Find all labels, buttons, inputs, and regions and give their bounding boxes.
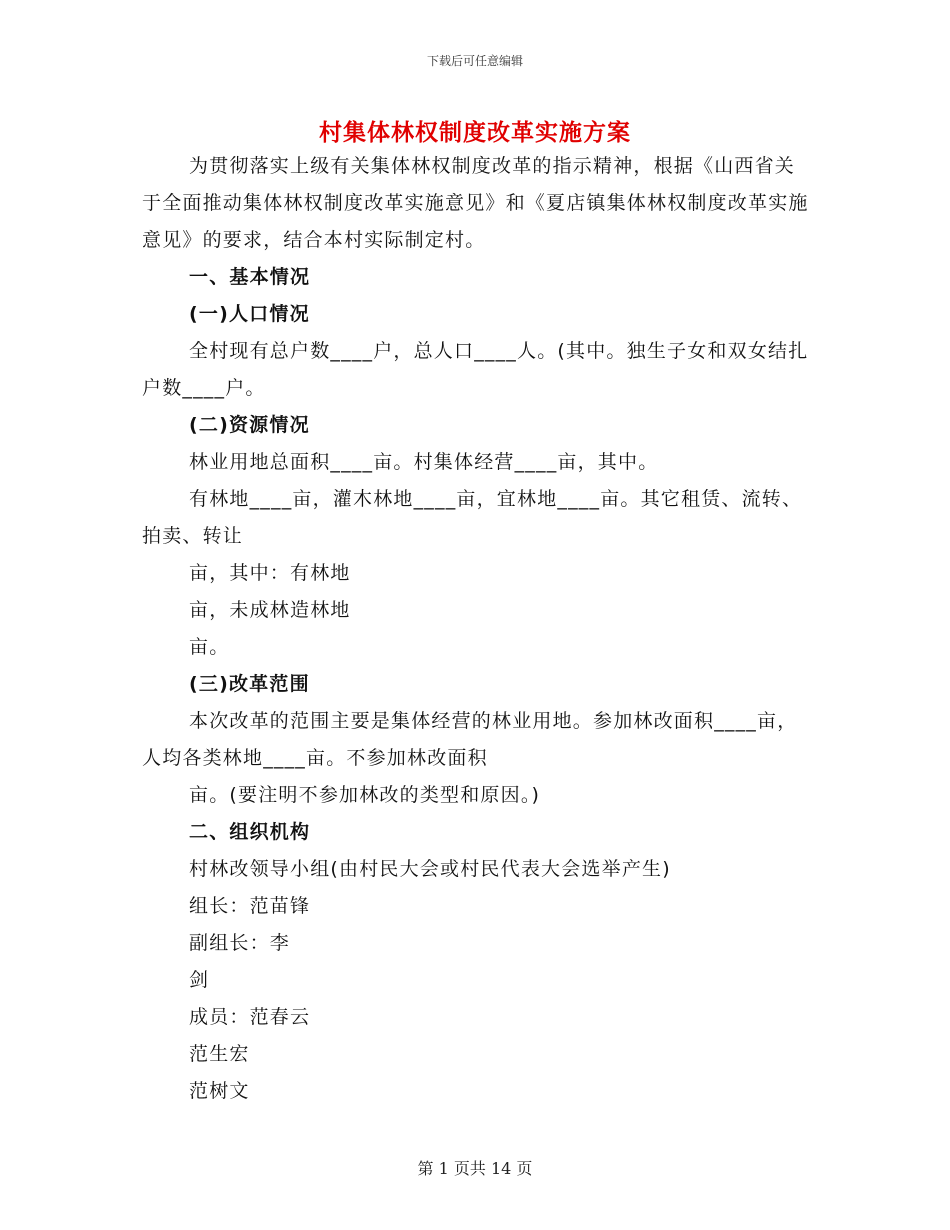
page-footer-number: 第 1 页共 14 页 [417, 1159, 533, 1178]
member-line-deputy: 副组长：李 [189, 932, 291, 954]
scope-paragraph-1: 本次改革的范围主要是集体经营的林业用地。参加林改面积____亩，人均各类林地____亩。不参加林改面积 [142, 710, 798, 769]
member-line-2: 范生宏 [189, 1043, 250, 1065]
organization-paragraph: 村林改领导小组(由村民大会或村民代表大会选举产生) [189, 858, 671, 880]
scope-paragraph-2: 亩。(要注明不参加林改的类型和原因。) [189, 784, 541, 806]
resources-paragraph-5: 亩。 [189, 636, 230, 658]
subsection-heading-scope: (三)改革范围 [189, 673, 310, 695]
resources-paragraph-1: 林业用地总面积____亩。村集体经营____亩，其中。 [189, 451, 659, 473]
resources-paragraph-3: 亩，其中：有林地 [189, 562, 351, 584]
document-title: 村集体林权制度改革实施方案 [319, 120, 631, 146]
page-header-note: 下载后可任意编辑 [426, 54, 523, 68]
subsection-heading-resources: (二)资源情况 [189, 414, 310, 436]
section-heading-basic-info: 一、基本情况 [189, 266, 311, 288]
member-line-3: 范树文 [189, 1080, 250, 1102]
population-paragraph: 全村现有总户数____户，总人口____人。(其中。独生子女和双女结扎户数____户。 [142, 340, 809, 399]
member-line-leader: 组长：范苗锋 [189, 895, 311, 917]
resources-paragraph-4: 亩，未成林造林地 [189, 599, 351, 621]
intro-paragraph: 为贯彻落实上级有关集体林权制度改革的指示精神，根据《山西省关于全面推动集体林权制度改革实施意见》和《夏店镇集体林权制度改革实施意见》的要求，结合本村实际制定村。 [142, 155, 809, 251]
document-body [142, 148, 810, 1110]
section-heading-organization: 二、组织机构 [189, 821, 311, 843]
member-line-members: 成员：范春云 [189, 1006, 311, 1028]
resources-paragraph-2: 有林地____亩，灌木林地____亩，宜林地____亩。其它租赁、流转、拍卖、转让 [142, 488, 803, 547]
member-line-deputy-cont: 剑 [189, 969, 210, 991]
subsection-heading-population: (一)人口情况 [189, 303, 310, 325]
